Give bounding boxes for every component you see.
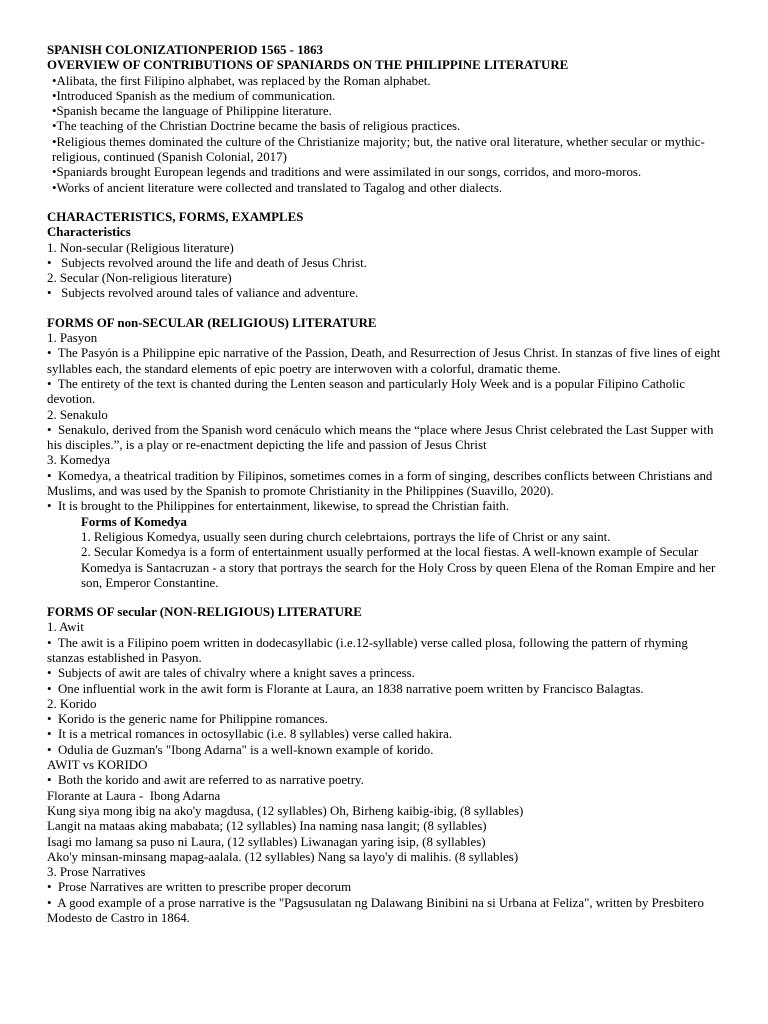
overview-bullet: •Works of ancient literature were collected and translated to Tagalog and other dialects. [52,180,503,195]
overview-bullet: •Alibata, the first Filipino alphabet, was replaced by the Roman alphabet. [52,73,431,88]
characteristic-item: 2. Secular (Non-religious literature) [47,271,232,286]
religious-item: • Komedya, a theatrical tradition by Filipinos, sometimes comes in a form of singing, describes conflicts between Christians and Muslims, and was used by the Spanish to promote Christianity in the Philippines (Suavillo, 2020). [47,468,716,499]
secular-item: Ako'y minsan-minsang mapag-aalala. (12 syllables) Nang sa layo'y di malihis. (8 syllables) [47,849,519,864]
secular-item: • One influential work in the awit form is Florante at Laura, an 1838 narrative poem written by Francisco Balagtas. [47,681,644,696]
religious-item: • It is brought to the Philippines for entertainment, likewise, to spread the Christian faith. [47,499,510,514]
secular-item: • Korido is the generic name for Philippine romances. [47,712,328,727]
secular-item: • Odulia de Guzman's "Ibong Adarna" is a well-known example of korido. [47,742,434,757]
section-overview-title: OVERVIEW OF CONTRIBUTIONS OF SPANIARDS ON THE PHILIPPINE LITERATURE [47,58,569,73]
overview-bullet: •Spaniards brought European legends and traditions and were assimilated in our songs, corridos, and moro-moros. [52,165,642,180]
overview-bullet: •Introduced Spanish as the medium of communication. [52,88,336,103]
secular-item: • Both the korido and awit are referred to as narrative poetry. [47,773,364,788]
section-religious-title: FORMS OF non-SECULAR (RELIGIOUS) LITERATURE [47,315,377,330]
secular-item: • A good example of a prose narrative is the "Pagsusulatan ng Dalawang Binibini na si Urbana at Feliza", written by Presbitero Modesto de Castro in 1864. [47,895,708,926]
document-title: SPANISH COLONIZATIONPERIOD 1565 - 1863 [47,43,323,57]
characteristic-item: • Subjects revolved around the life and death of Jesus Christ. [47,255,367,270]
secular-item: 2. Korido [47,696,97,711]
religious-item: • Senakulo, derived from the Spanish word cenáculo which means the “place where Jesus Christ celebrated the Last Supper with his disciples.”, is a play or re-enactment depicting the life and passion of Jesus Christ [47,422,717,453]
characteristic-item: • Subjects revolved around tales of valiance and adventure. [47,286,359,301]
section-characteristics-title: CHARACTERISTICS, FORMS, EXAMPLES [47,209,304,224]
overview-bullet: •The teaching of the Christian Doctrine became the basis of religious practices. [52,119,461,134]
overview-bullet: •Spanish became the language of Philippine literature. [52,104,332,119]
religious-item: • The Pasyón is a Philippine epic narrative of the Passion, Death, and Resurrection of Jesus Christ. In stanzas of five lines of eight syllables each, the standard elements of epic poetry are interwoven with a colorful, dramatic theme. [47,346,724,376]
overview-bullet: •Religious themes dominated the culture of the Christianize majority; but, the native oral literature, whether secular or mythic-religious, continued (Spanish Colonial, 2017) [52,134,705,165]
characteristics-subtitle: Characteristics [47,225,131,240]
komedya-forms-title: Forms of Komedya [81,514,187,529]
secular-item: Florante at Laura - Ibong Adarna [47,788,221,803]
religious-item: • The entirety of the text is chanted during the Lenten season and particularly Holy Week and is a popular Filipino Catholic devotion. [47,376,689,407]
secular-item: Langit na mataas aking mababata; (12 syllables) Ina naming nasa langit; (8 syllables) [47,819,487,834]
section-secular-title: FORMS OF secular (NON-RELIGIOUS) LITERATURE [47,605,362,620]
secular-item: AWIT vs KORIDO [47,758,148,773]
komedya-form-item: 2. Secular Komedya is a form of entertainment usually performed at the local fiestas. A well-known example of Secular Komedya is Santacruzan - a story that portrays the search for the Holy Cross by queen Elena of the Roman Empire and her son, Emperor Constantine. [81,545,719,590]
religious-item: 3. Komedya [47,453,111,468]
secular-item: 3. Prose Narratives [47,865,146,880]
secular-item: Kung siya mong ibig na ako'y magdusa, (12 syllables) Oh, Birheng kaibig-ibig, (8 syllables) [47,803,524,818]
religious-item: 1. Pasyon [47,331,98,346]
secular-item: • Prose Narratives are written to prescribe proper decorum [47,880,352,895]
religious-item: 2. Senakulo [47,407,108,422]
komedya-form-item: 1. Religious Komedya, usually seen during church celebrtaions, portrays the life of Christ or any saint. [81,529,611,544]
characteristic-item: 1. Non-secular (Religious literature) [47,240,234,255]
document-body [47,43,727,926]
overview-bullet-list [47,74,727,196]
secular-item: • Subjects of awit are tales of chivalry where a knight saves a princess. [47,666,415,681]
secular-item: • The awit is a Filipino poem written in dodecasyllabic (i.e.12-syllable) verse called plosa, following the pattern of rhyming stanzas established in Pasyon. [47,635,692,665]
secular-item: • It is a metrical romances in octosyllabic (i.e. 8 syllables) verse called hakira. [47,727,453,742]
secular-item: 1. Awit [47,620,84,635]
secular-item: Isagi mo lamang sa puso ni Laura, (12 syllables) Liwanagan yaring isip, (8 syllables) [47,834,486,849]
